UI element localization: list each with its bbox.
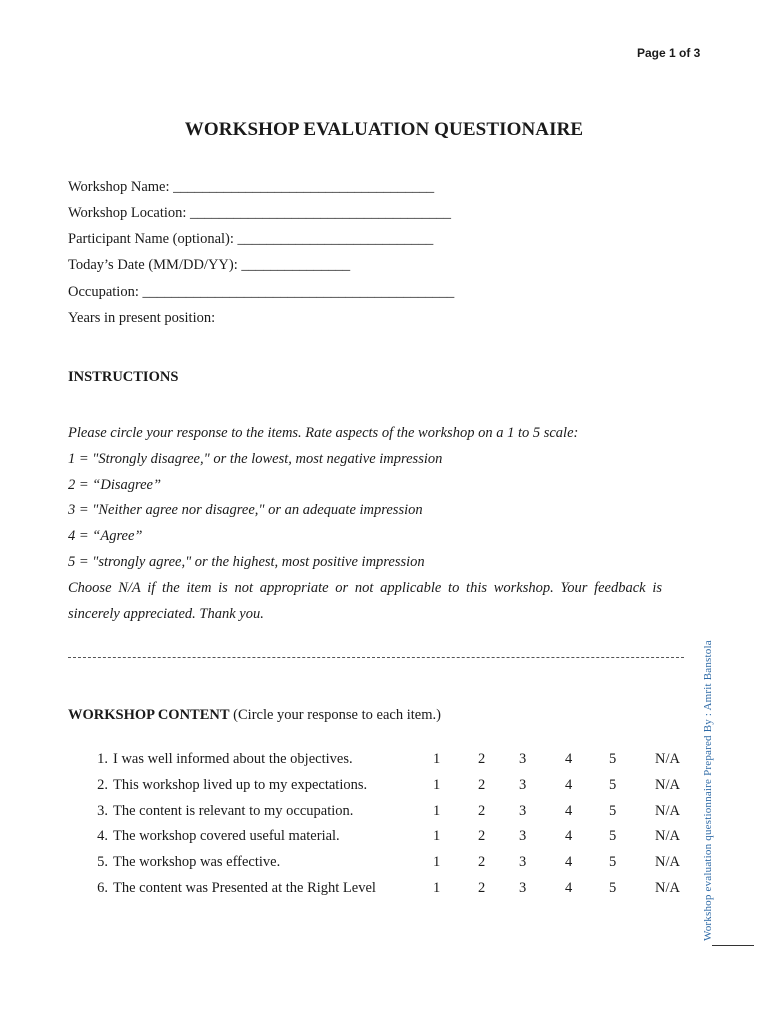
instruction-line: 5 = "strongly agree," or the highest, most positive impression xyxy=(68,554,425,570)
workshop-content-items xyxy=(0,749,768,904)
list-item xyxy=(0,775,768,801)
rating-option-4[interactable]: 4 xyxy=(565,854,573,871)
instruction-closing-1: Choose N/A if the item is not appropriate or not applicable to this workshop. Your feedback is xyxy=(68,580,662,596)
rating-option-3[interactable]: 3 xyxy=(519,828,527,845)
field-workshop-name: Workshop Name: ____________________________________ xyxy=(68,179,435,195)
field-todays-date: Today’s Date (MM/DD/YY): _______________ xyxy=(68,257,351,273)
item-number: 3. xyxy=(97,802,108,819)
field-occupation: Occupation: ___________________________________________ xyxy=(68,284,455,300)
instruction-line: 2 = “Disagree” xyxy=(68,477,162,493)
item-number: 4. xyxy=(97,828,108,845)
item-text: This workshop lived up to my expectations. xyxy=(113,776,368,793)
rating-option-4[interactable]: 4 xyxy=(565,776,573,793)
list-item xyxy=(0,878,768,904)
rating-option-2[interactable]: 2 xyxy=(478,828,486,845)
rating-option-5[interactable]: 5 xyxy=(609,879,617,896)
rating-option-5[interactable]: 5 xyxy=(609,828,617,845)
rating-option-4[interactable]: 4 xyxy=(565,802,573,819)
rating-option-3[interactable]: 3 xyxy=(519,751,527,767)
rating-option-na[interactable]: N/A xyxy=(655,854,680,871)
instructions-heading: INSTRUCTIONS xyxy=(68,369,179,385)
page-number: Page 1 of 3 xyxy=(637,46,701,60)
instruction-line: 4 = “Agree” xyxy=(68,528,143,544)
rating-option-4[interactable]: 4 xyxy=(565,879,573,896)
rating-option-1[interactable]: 1 xyxy=(433,802,441,819)
field-workshop-location: Workshop Location: ____________________________________ xyxy=(68,205,452,221)
list-item xyxy=(0,826,768,852)
rating-option-2[interactable]: 2 xyxy=(478,854,486,871)
rating-option-5[interactable]: 5 xyxy=(609,776,617,793)
rating-option-1[interactable]: 1 xyxy=(433,751,441,767)
side-note-rule xyxy=(712,945,754,946)
rating-option-2[interactable]: 2 xyxy=(478,879,486,896)
instruction-line: Please circle your response to the items. Rate aspects of the workshop on a 1 to 5 scale: xyxy=(68,425,579,441)
rating-option-3[interactable]: 3 xyxy=(519,802,527,819)
rating-option-na[interactable]: N/A xyxy=(655,776,680,793)
item-text: The workshop was effective. xyxy=(113,854,281,871)
item-number: 2. xyxy=(97,776,108,793)
workshop-content-heading xyxy=(68,707,441,724)
rating-option-na[interactable]: N/A xyxy=(655,751,680,767)
side-note: Workshop evaluation questionnaire Prepared By : Amrit Banstola xyxy=(702,640,714,941)
rating-option-2[interactable]: 2 xyxy=(478,802,486,819)
rating-option-1[interactable]: 1 xyxy=(433,879,441,896)
rating-option-na[interactable]: N/A xyxy=(655,802,680,819)
rating-option-na[interactable]: N/A xyxy=(655,879,680,896)
rating-option-4[interactable]: 4 xyxy=(565,751,573,767)
workshop-content-subtitle: (Circle your response to each item.) xyxy=(229,707,441,723)
instruction-line: 1 = "Strongly disagree," or the lowest, most negative impression xyxy=(68,451,443,467)
item-text: I was well informed about the objectives. xyxy=(113,751,353,767)
list-item xyxy=(0,852,768,878)
rating-option-3[interactable]: 3 xyxy=(519,879,527,896)
section-divider xyxy=(68,657,684,658)
rating-option-5[interactable]: 5 xyxy=(609,751,617,767)
instruction-closing-2: sincerely appreciated. Thank you. xyxy=(68,606,264,622)
workshop-content-title: WORKSHOP CONTENT xyxy=(68,707,230,723)
item-number: 5. xyxy=(97,854,108,871)
item-text: The content is relevant to my occupation. xyxy=(113,802,354,819)
page-title: WORKSHOP EVALUATION QUESTIONAIRE xyxy=(184,119,584,140)
item-text: The content was Presented at the Right Level xyxy=(113,879,376,896)
rating-option-5[interactable]: 5 xyxy=(609,854,617,871)
rating-option-1[interactable]: 1 xyxy=(433,776,441,793)
rating-option-na[interactable]: N/A xyxy=(655,828,680,845)
list-item xyxy=(0,801,768,827)
rating-option-2[interactable]: 2 xyxy=(478,776,486,793)
item-number: 6. xyxy=(97,879,108,896)
field-years-in-position: Years in present position: xyxy=(68,310,216,326)
rating-option-4[interactable]: 4 xyxy=(565,828,573,845)
list-item xyxy=(0,749,768,775)
rating-option-5[interactable]: 5 xyxy=(609,802,617,819)
rating-option-1[interactable]: 1 xyxy=(433,854,441,871)
item-text: The workshop covered useful material. xyxy=(113,828,340,845)
instruction-line: 3 = "Neither agree nor disagree," or an adequate impression xyxy=(68,502,423,518)
rating-option-3[interactable]: 3 xyxy=(519,776,527,793)
rating-option-1[interactable]: 1 xyxy=(433,828,441,845)
field-participant-name: Participant Name (optional): ___________________________ xyxy=(68,231,434,247)
rating-option-3[interactable]: 3 xyxy=(519,854,527,871)
item-number: 1. xyxy=(97,751,108,767)
rating-option-2[interactable]: 2 xyxy=(478,751,486,767)
